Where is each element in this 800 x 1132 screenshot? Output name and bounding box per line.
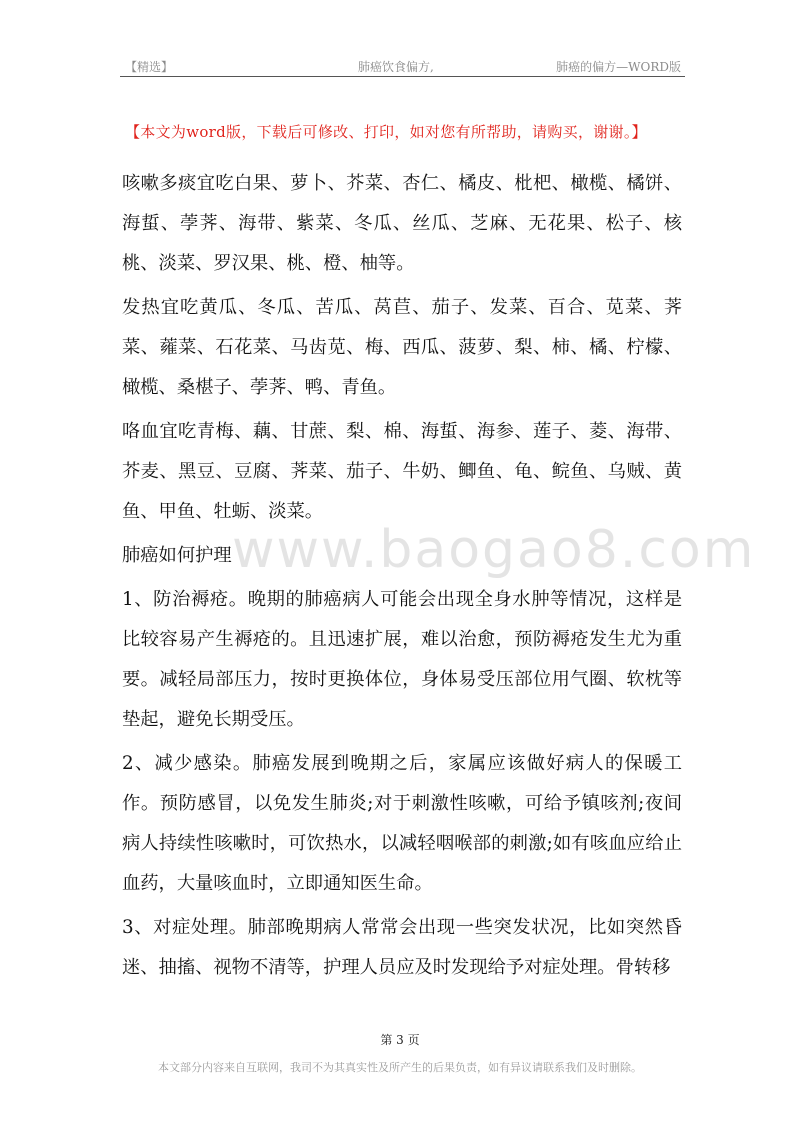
page-footer: 本文部分内容来自互联网，我司不为其真实性及所产生的后果负责，如有异议请联系我们及时删除。 bbox=[158, 1061, 642, 1074]
paragraph-hemoptysis: 咯血宜吃青梅、藕、甘蔗、梨、棉、海蜇、海参、莲子、菱、海带、芥麦、黑豆、豆腐、荠菜、茄子、牛奶、鲫鱼、龟、鲩鱼、乌贼、黄鱼、甲鱼、牡蛎、淡菜。 bbox=[122, 421, 682, 522]
page-header bbox=[120, 56, 685, 77]
document-body bbox=[122, 164, 682, 992]
paragraph-fever: 发热宜吃黄瓜、冬瓜、苦瓜、莴苣、茄子、发菜、百合、苋菜、荠菜、蕹菜、石花菜、马齿苋、梅、西瓜、菠萝、梨、柿、橘、柠檬、橄榄、桑椹子、荸荠、鸭、青鱼。 bbox=[122, 297, 682, 398]
header-left-text: 【精选】 bbox=[125, 60, 174, 74]
paragraph-cough: 咳嗽多痰宜吃白果、萝卜、芥菜、杏仁、橘皮、枇杷、橄榄、橘饼、海蜇、荸荠、海带、紫菜、冬瓜、丝瓜、芝麻、无花果、松子、核桃、淡菜、罗汉果、桃、橙、柚等。 bbox=[122, 173, 682, 274]
paragraph-care-2: 2、减少感染。肺癌发展到晚期之后，家属应该做好病人的保暖工作。预防感冒，以免发生肺炎;对于刺激性咳嗽，可给予镇咳剂;夜间病人持续性咳嗽时，可饮热水，以减轻咽喉部的刺激;如有咳血应给止血药，大量咳血时，立即通知医生命。 bbox=[122, 753, 682, 894]
watermark: www.baogao8.com bbox=[232, 520, 756, 580]
header-right-text: 肺癌的偏方—WORD版 bbox=[556, 60, 681, 74]
page-number: 第 3 页 bbox=[380, 1033, 420, 1047]
section-heading: 肺癌如何护理 bbox=[122, 545, 232, 566]
header-title: 肺癌饮食偏方, bbox=[358, 60, 434, 74]
paragraph-care-1: 1、防治褥疮。晚期的肺癌病人可能会出现全身水肿等情况，这样是比较容易产生褥疮的。且迅速扩展，难以治愈，预防褥疮发生尤为重要。减轻局部压力，按时更换体位，身体易受压部位用气圈、软枕等垫起，避免长期受压。 bbox=[122, 589, 682, 730]
purchase-notice: 【本文为word版，下载后可修改、打印，如对您有所帮助，请购买，谢谢。】 bbox=[125, 123, 647, 141]
paragraph-care-3: 3、对症处理。肺部晚期病人常常会出现一些突发状况，比如突然昏迷、抽搐、视物不清等，护理人员应及时发现给予对症处理。骨转移 bbox=[122, 917, 682, 978]
